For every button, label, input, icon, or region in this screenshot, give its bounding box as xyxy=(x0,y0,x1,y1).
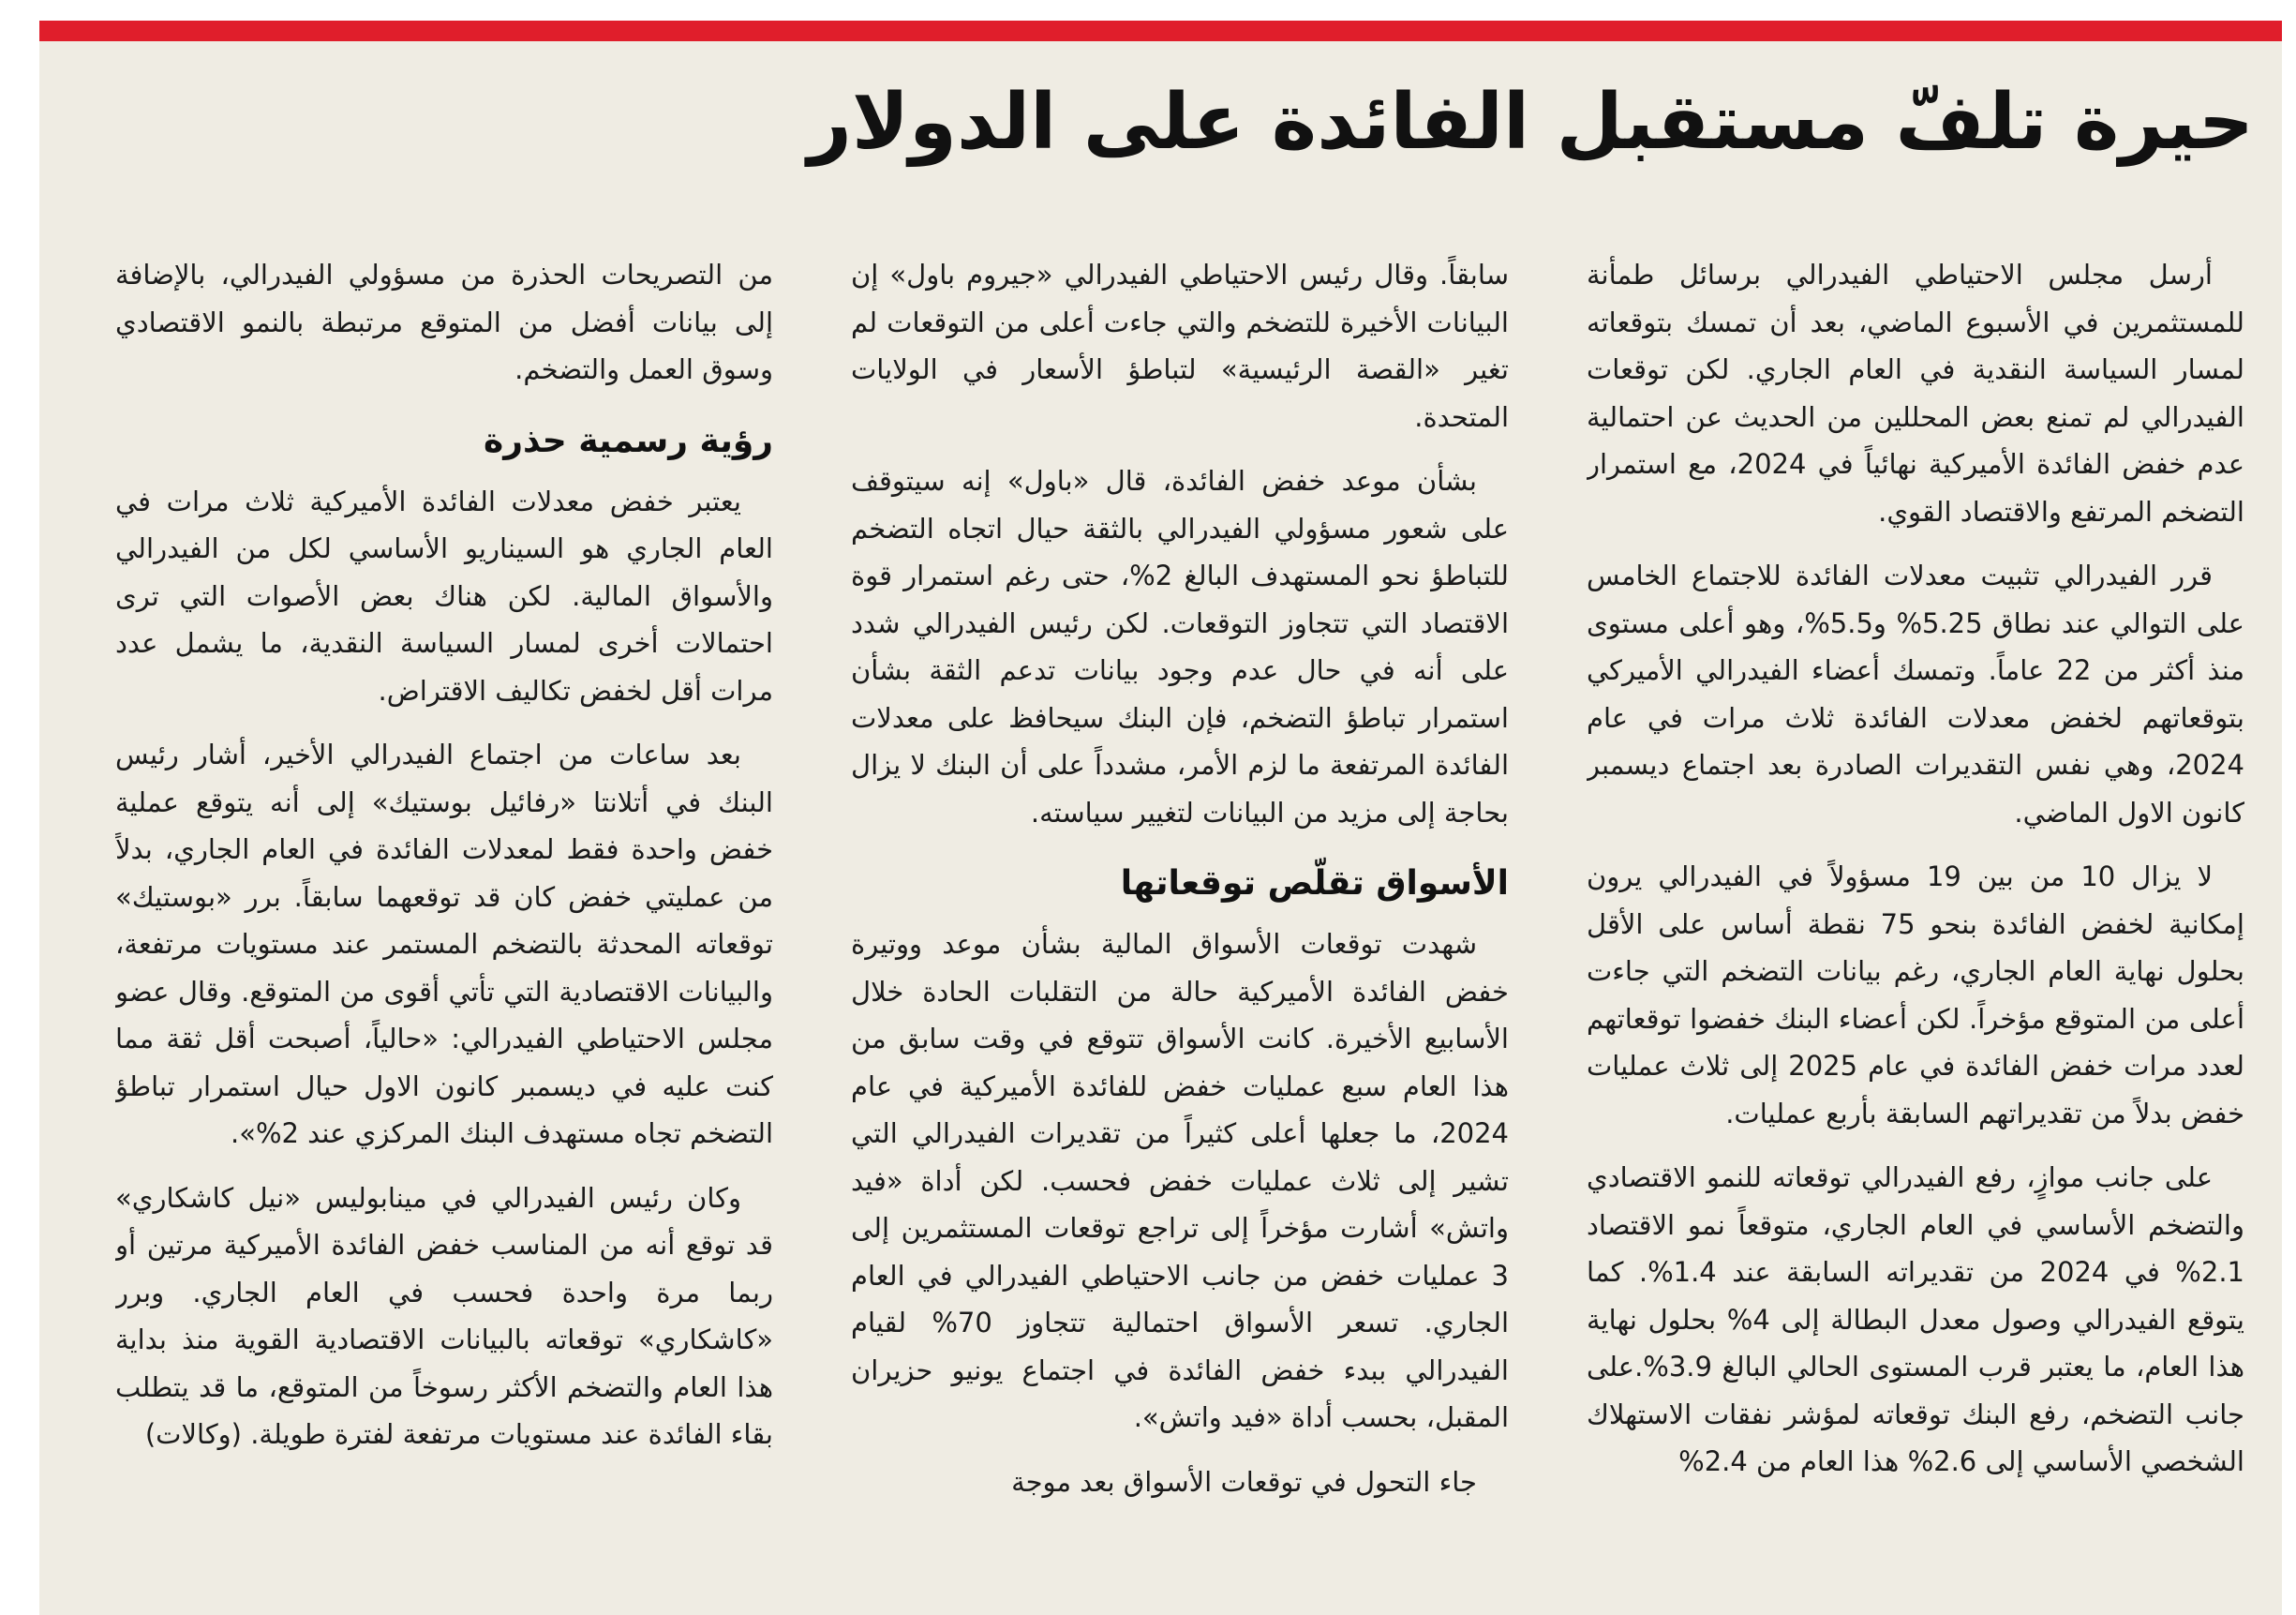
subheading-official-view: رؤية رسمية حذرة xyxy=(483,421,773,460)
paragraph: وكان رئيس الفيدرالي في مينابوليس «نيل كاشكاري» قد توقع أنه من المناسب خفض الفائدة الأميركية مرتين أو ربما مرة واحدة فحسب في العام الجاري. وبرر «كاشكاري» توقعاته بالبيانات الاقتصادية القوية منذ بداية هذا العام والتضخم الأكثر رسوخاً من المتوقع، ما قد يتطلب بقاء الفائدة عند مستويات مرتفعة لفترة طويلة. (وكالات) xyxy=(115,1181,773,1450)
paragraph: جاء التحول في توقعات الأسواق بعد موجة xyxy=(1011,1465,1477,1498)
paragraph: بعد ساعات من اجتماع الفيدرالي الأخير، أشار رئيس البنك في أتلانتا «رفائيل بوستيك» إلى أنه يتوقع عملية خفض واحدة فقط لمعدلات الفائدة في العام الجاري، بدلاً من عمليتي خفض كان قد توقعهما سابقاً. برر «بوستيك» توقعاته المحدثة بالتضخم المستمر عند مستويات مرتفعة، والبيانات الاقتصادية التي تأتي أقوى من المتوقع. وقال عضو مجلس الاحتياطي الفيدرالي: «حالياً، أصبحت أقل ثقة مما كنت عليه في ديسمبر كانون الاول حيال استمرار تباطؤ التضخم تجاه مستهدف البنك المركزي عند 2%». xyxy=(115,739,773,1149)
subheading-markets: الأسواق تقلّص توقعاتها xyxy=(1120,864,1509,903)
article-column-2 xyxy=(851,251,1509,1559)
paragraph: شهدت توقعات الأسواق المالية بشأن موعد ووتيرة خفض الفائدة الأميركية حالة من التقلبات الحادة خلال الأسابيع الأخيرة. كانت الأسواق تتوقع في وقت سابق من هذا العام سبع عمليات خفض للفائدة الأميركية في عام 2024، ما جعلها أعلى كثيراً من تقديرات الفيدرالي التي تشير إلى ثلاث عمليات خفض فحسب. لكن أداة «فيد واتش» أشارت مؤخراً إلى تراجع توقعات المستثمرين إلى 3 عمليات خفض من جانب الاحتياطي الفيدرالي في العام الجاري. تسعر الأسواق احتمالية تتجاوز 70% لقيام الفيدرالي ببدء خفض الفائدة في اجتماع يونيو حزيران المقبل، بحسب أداة «فيد واتش». xyxy=(851,928,1509,1433)
paragraph: على جانب موازٍ، رفع الفيدرالي توقعاته للنمو الاقتصادي والتضخم الأساسي في العام الجاري، متوقعاً نمو الاقتصاد 2.1% في 2024 من تقديراته السابقة عند 1.4%. كما يتوقع الفيدرالي وصول معدل البطالة إلى 4% بحلول نهاية هذا العام، ما يعتبر قرب المستوى الحالي البالغ 3.9%.على جانب التضخم، رفع البنك توقعاته لمؤشر نفقات الاستهلاك الشخصي الأساسي إلى 2.6% هذا العام من 2.4% xyxy=(1587,1161,2244,1477)
paragraph: من التصريحات الحذرة من مسؤولي الفيدرالي، بالإضافة إلى بيانات أفضل من المتوقع مرتبطة بالنمو الاقتصادي وسوق العمل والتضخم. xyxy=(115,259,773,385)
paragraph: بشأن موعد خفض الفائدة، قال «باول» إنه سيتوقف على شعور مسؤولي الفيدرالي بالثقة حيال اتجاه التضخم للتباطؤ نحو المستهدف البالغ 2%، حتى رغم استمرار قوة الاقتصاد التي تتجاوز التوقعات. لكن رئيس الفيدرالي شدد على أنه في حال عدم وجود بيانات تدعم الثقة بشأن استمرار تباطؤ التضخم، فإن البنك سيحافظ على معدلات الفائدة المرتفعة ما لزم الأمر، مشدداً على أن البنك لا يزال بحاجة إلى مزيد من البيانات لتغيير سياسته. xyxy=(851,465,1509,829)
paragraph: لا يزال 10 من بين 19 مسؤولاً في الفيدرالي يرون إمكانية لخفض الفائدة بنحو 75 نقطة أساس على الأقل بحلول نهاية العام الجاري، رغم بيانات التضخم التي جاءت أعلى من المتوقع مؤخراً. لكن أعضاء البنك خفضوا توقعاتهم لعدد مرات خفض الفائدة في عام 2025 إلى ثلاث عمليات خفض بدلاً من تقديراتهم السابقة بأربع عمليات. xyxy=(1587,860,2244,1129)
article-column-3 xyxy=(115,251,773,1559)
paragraph: أرسل مجلس الاحتياطي الفيدرالي برسائل طمأنة للمستثمرين في الأسبوع الماضي، بعد أن تمسك بتوقعاته لمسار السياسة النقدية في العام الجاري. لكن توقعات الفيدرالي لم تمنع بعض المحللين من الحديث عن احتمالية عدم خفض الفائدة الأميركية نهائياً في 2024، مع استمرار التضخم المرتفع والاقتصاد القوي. xyxy=(1587,259,2244,528)
article-headline: حيرة تلفّ مستقبل الفائدة على الدولار xyxy=(807,78,2254,167)
paragraph: يعتبر خفض معدلات الفائدة الأميركية ثلاث مرات في العام الجاري هو السيناريو الأساسي لكل من الفيدرالي والأسواق المالية. لكن هناك بعض الأصوات التي ترى احتمالات أخرى لمسار السياسة النقدية، ما يشمل عدد مرات أقل لخفض تكاليف الاقتراض. xyxy=(115,485,773,707)
top-red-bar xyxy=(39,21,2282,41)
paragraph: سابقاً. وقال رئيس الاحتياطي الفيدرالي «جيروم باول» إن البيانات الأخيرة للتضخم والتي جاءت أعلى من التوقعات لم تغير «القصة الرئيسية» لتباطؤ الأسعار في الولايات المتحدة. xyxy=(851,259,1509,433)
paragraph: قرر الفيدرالي تثبيت معدلات الفائدة للاجتماع الخامس على التوالي عند نطاق 5.25% و5.5%، وهو أعلى مستوى منذ أكثر من 22 عاماً. وتمسك أعضاء الفيدرالي الأميركي بتوقعاتهم لخفض معدلات الفائدة ثلاث مرات في عام 2024، وهي نفس التقديرات الصادرة بعد اجتماع ديسمبر كانون الاول الماضي. xyxy=(1587,560,2244,829)
article-column-1 xyxy=(1587,251,2244,1559)
